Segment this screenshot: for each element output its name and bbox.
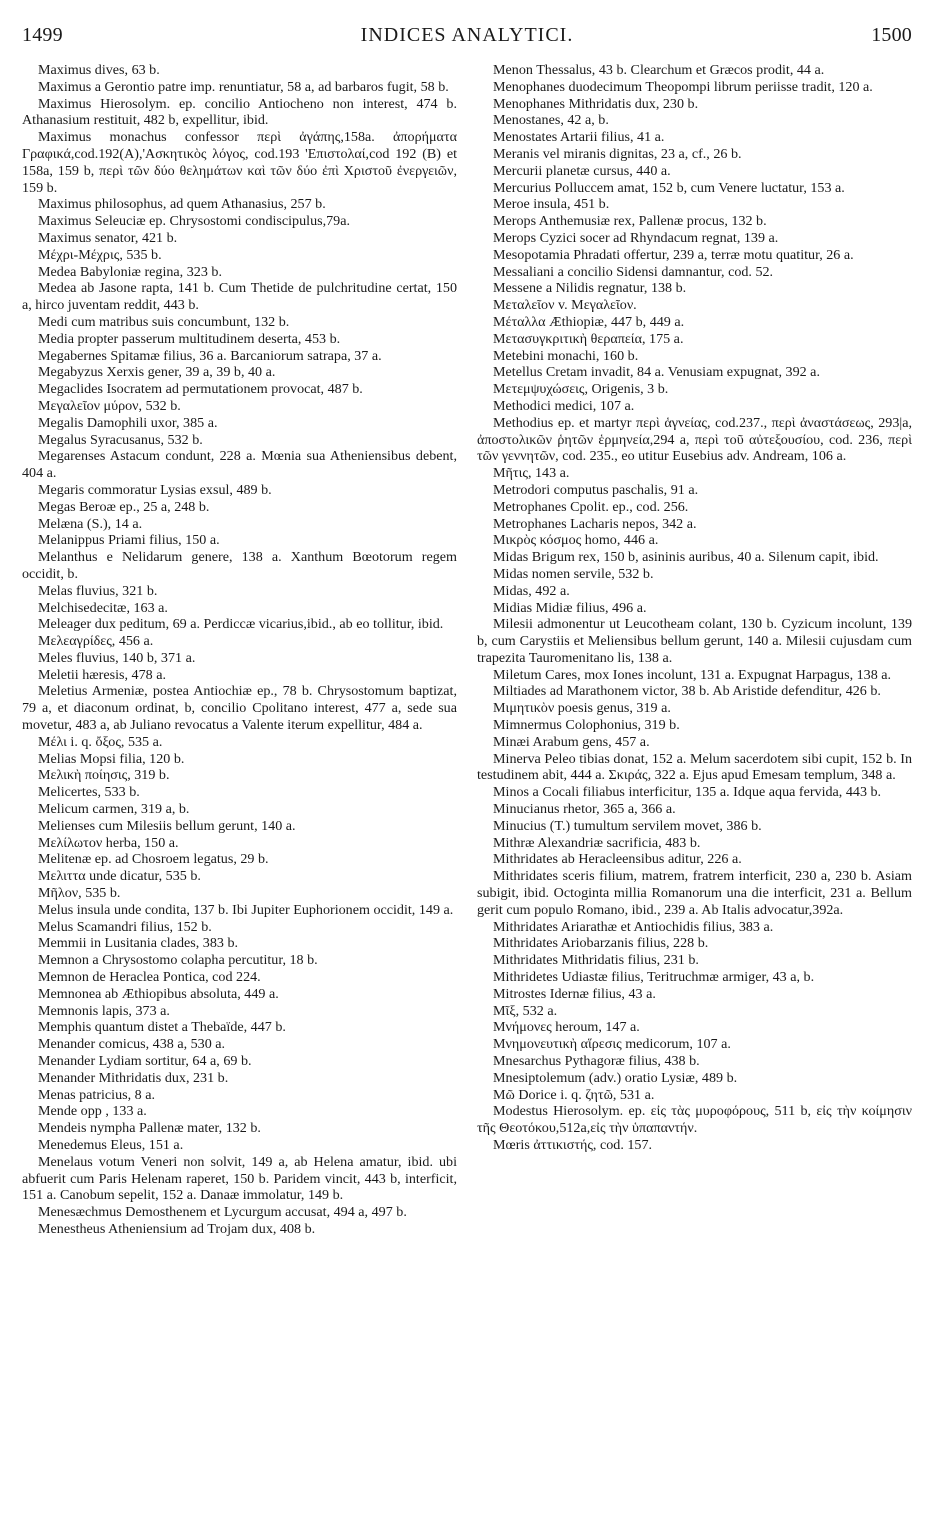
index-entry: Merops Cyzici socer ad Rhyndacum regnat, 139 a. bbox=[493, 229, 779, 246]
index-entry: Minucius (T.) tumultum servilem movet, 386 b. bbox=[493, 817, 762, 834]
index-entry: Μεγαλεῖον μύρον, 532 b. bbox=[38, 397, 181, 414]
index-entry: Midias Midiæ filius, 496 a. bbox=[493, 599, 647, 616]
index-entry: Μιμητικὸν poesis genus, 319 a. bbox=[493, 700, 671, 717]
index-entry: Maximus Hierosolym. ep. concilio Antiocheno non interest, 474 b. Athanasium restituit, 482 b, expellitur, ibid. bbox=[22, 95, 457, 129]
index-entry: Midas nomen servile, 532 b. bbox=[493, 565, 654, 582]
index-entry: Melias Mopsi filia, 120 b. bbox=[38, 750, 185, 767]
index-entry: Metrophanes Cpolit. ep., cod. 256. bbox=[493, 498, 689, 515]
index-entry: Mesopotamia Phradati offertur, 239 a, terræ motu quatitur, 26 a. bbox=[493, 246, 854, 263]
left-page-number: 1499 bbox=[22, 24, 63, 46]
index-entry: Μνήμονες heroum, 147 a. bbox=[493, 1019, 640, 1036]
index-entry: Mithridates ab Heracleensibus aditur, 226 a. bbox=[493, 851, 742, 868]
index-entry: Meleager dux peditum, 69 a. Perdiccæ vicarius,ibid., ab eo tollitur, ibid. bbox=[38, 616, 444, 633]
index-entry: Meranis vel miranis dignitas, 23 a, cf., 26 b. bbox=[493, 145, 742, 162]
index-entry: Miltiades ad Marathonem victor, 38 b. Ab Aristide defenditur, 426 b. bbox=[493, 683, 881, 700]
running-header bbox=[22, 24, 912, 58]
index-entry: Melitenæ ep. ad Chosroem legatus, 29 b. bbox=[38, 851, 269, 868]
index-entry: Megalis Damophili uxor, 385 a. bbox=[38, 414, 218, 431]
index-entry: Memnon de Heraclea Pontica, cod 224. bbox=[38, 969, 261, 986]
index-entry: Menander Lydiam sortitur, 64 a, 69 b. bbox=[38, 1053, 252, 1070]
index-entry: Μετασυγκριτικὴ θεραπεία, 175 a. bbox=[493, 330, 684, 347]
index-entry: Mendeis nympha Pallenæ mater, 132 b. bbox=[38, 1120, 261, 1137]
index-entry: Methodici medici, 107 a. bbox=[493, 397, 635, 414]
index-entry: Meletii hæresis, 478 a. bbox=[38, 666, 166, 683]
index-entry: Μέλι i. q. ὄξος, 535 a. bbox=[38, 733, 163, 750]
index-entry: Melicum carmen, 319 a, b. bbox=[38, 801, 190, 818]
index-entry: Μῆτις, 143 a. bbox=[493, 465, 570, 482]
index-entry: Mithræ Alexandriæ sacrificia, 483 b. bbox=[493, 834, 701, 851]
index-entry: Μῆλον, 535 b. bbox=[38, 885, 121, 902]
index-entry: Metrophanes Lacharis nepos, 342 a. bbox=[493, 515, 697, 532]
index-entry: Μῶ Dorice i. q. ζητῶ, 531 a. bbox=[493, 1086, 655, 1103]
index-entry: Miletum Cares, mox Iones incolunt, 131 a. Expugnat Harpagus, 138 a. bbox=[493, 666, 892, 683]
index-entry: Meletius Armeniæ, postea Antiochiæ ep., 78 b. Chrysostomum baptizat, 79 a, et diaconum ordinat, b, concilio Cpolitano interest, 477 a, sede sua movetur, 483 a, ab Juliano revocatus a Valente iterum expellitur, 484 a. bbox=[22, 683, 457, 734]
index-entry: Menas patricius, 8 a. bbox=[38, 1086, 156, 1103]
right-column bbox=[477, 62, 912, 1238]
index-entry: Midas, 492 a. bbox=[493, 582, 570, 599]
index-entry: Μέχρι-Μέχρις, 535 b. bbox=[38, 246, 162, 263]
index-entry: Megaris commoratur Lysias exsul, 489 b. bbox=[38, 481, 272, 498]
index-entry: Messaliani a concilio Sidensi damnantur, cod. 52. bbox=[493, 263, 774, 280]
index-entry: Memphis quantum distet a Thebaïde, 447 b. bbox=[38, 1019, 286, 1036]
index-entry: Minucianus rhetor, 365 a, 366 a. bbox=[493, 801, 676, 818]
index-entry: Menedemus Eleus, 151 a. bbox=[38, 1137, 184, 1153]
index-entry: Midas Brigum rex, 150 b, asininis auribus, 40 a. Silenum capit, ibid. bbox=[493, 549, 879, 566]
index-entry: Megaclides Isocratem ad permutationem provocat, 487 b. bbox=[38, 381, 363, 398]
index-entry: Memmii in Lusitania clades, 383 b. bbox=[38, 935, 239, 952]
index-entry: Megabyzus Xerxis gener, 39 a, 39 b, 40 a. bbox=[38, 364, 276, 381]
index-entry: Medea ab Jasone rapta, 141 b. Cum Thetide de pulchritudine certat, 150 a, hirco juventam reddit, 443 b. bbox=[22, 280, 457, 314]
index-entry: Megarenses Astacum condunt, 228 a. Mœnia sua Atheniensibus debent, 404 a. bbox=[22, 448, 457, 482]
index-entry: Mithridates Mithridatis filius, 231 b. bbox=[493, 952, 699, 969]
index-entry: Mithridates Ariobarzanis filius, 228 b. bbox=[493, 935, 709, 952]
index-entry: Maximus monachus confessor περὶ ἀγάπης,158a. ἀπορήματα Γραφικά,cod.192(A),'Ασκητικὸς λόγος, cod.193 'Επιστολαί,cod 192 (B) et 158a, 159 b, περὶ τῶν δύο θελημάτων καὶ τῶν δύο ἐπὶ Χριστοῦ ἐνεργειῶν, 159 b. bbox=[22, 129, 457, 196]
index-entry: Μελιττα unde dicatur, 535 b. bbox=[38, 868, 201, 885]
index-entry: Menesæchmus Demosthenem et Lycurgum accusat, 494 a, 497 b. bbox=[38, 1204, 407, 1221]
index-entry: Μελικὴ ποίησις, 319 b. bbox=[38, 767, 170, 784]
index-entry: Melanthus e Nelidarum genere, 138 a. Xanthum Bœotorum regem occidit, b. bbox=[22, 549, 457, 582]
index-entry: Mithridates Ariarathæ et Antiochidis filius, 383 a. bbox=[493, 918, 774, 935]
index-entry: Menophanes duodecimum Theopompi librum periisse tradit, 120 a. bbox=[493, 78, 873, 95]
index-entry: Megabernes Spitamæ filius, 36 a. Barcaniorum satrapa, 37 a. bbox=[38, 347, 382, 364]
index-entry: Melicertes, 533 b. bbox=[38, 784, 140, 801]
index-entry: Menon Thessalus, 43 b. Clearchum et Græcos prodit, 44 a. bbox=[493, 62, 825, 78]
index-entry: Μετεμψυχώσεις, Origenis, 3 b. bbox=[493, 381, 669, 398]
index-entry: Mimnermus Colophonius, 319 b. bbox=[493, 717, 680, 734]
page-title: INDICES ANALYTICI. bbox=[360, 24, 574, 46]
index-entry: Μελίλωτον herba, 150 a. bbox=[38, 834, 179, 851]
index-entry: Milesii admonentur ut Leucotheam colant, 130 b. Cyzicum incolunt, 139 b, cum Carystiis et Meliensibus bellum gerunt, 140 a. Milesii cujusdam cum trapezita Tauromenitano lis, 138 a. bbox=[477, 616, 912, 666]
index-entry: Methodius ep. et martyr περὶ ἁγνείας, cod.237., περὶ ἀναστάσεως, 293|a, ἀποστολικῶν ῥητῶν ἑρμηνεία,294 a, περὶ τοῦ αὐτεξουσίου, cod. 236, περὶ τῶν γεννητῶν, cod. 235., eo utitur Eusebius adv. Andream, 106 a. bbox=[477, 414, 912, 465]
index-entry: Melchisedecitæ, 163 a. bbox=[38, 599, 168, 616]
index-entry: Modestus Hierosolym. ep. εἰς τὰς μυροφόρους, 511 b, εἰς τὴν κοίμησιν τῆς Θεοτόκου,512a,εἰς τὴν ὑπαπαντήν. bbox=[477, 1103, 912, 1137]
index-entry: Minæi Arabum gens, 457 a. bbox=[493, 733, 650, 750]
index-entry: Maximus Seleuciæ ep. Chrysostomi condiscipulus,79a. bbox=[38, 213, 350, 230]
index-entry: Memnonea ab Æthiopibus absoluta, 449 a. bbox=[38, 985, 279, 1002]
index-entry: Mitrostes Idernæ filius, 43 a. bbox=[493, 985, 656, 1002]
index-entry: Minos a Cocali filiabus interficitur, 135 a. Idque aqua fervida, 443 b. bbox=[493, 784, 882, 801]
index-entry: Menander comicus, 438 a, 530 a. bbox=[38, 1036, 226, 1053]
index-entry: Maximus senator, 421 b. bbox=[38, 229, 178, 246]
index-columns bbox=[22, 62, 912, 1238]
index-entry: Menander Mithridatis dux, 231 b. bbox=[38, 1069, 229, 1086]
index-entry: Mercurius Polluccem amat, 152 b, cum Venere luctatur, 153 a. bbox=[493, 179, 845, 196]
index-entry: Megalus Syracusanus, 532 b. bbox=[38, 431, 203, 448]
index-entry: Menostanes, 42 a, b. bbox=[493, 112, 609, 129]
index-entry: Mithridetes Udiastæ filius, Teritruchmæ armiger, 43 a, b. bbox=[493, 969, 815, 986]
index-entry: Medea Babyloniæ regina, 323 b. bbox=[38, 263, 222, 280]
index-entry: Maximus philosophus, ad quem Athanasius, 257 b. bbox=[38, 196, 326, 213]
index-entry: Memnon a Chrysostomo colapha percutitur, 18 b. bbox=[38, 952, 318, 969]
index-entry: Μικρὸς κόσμος homo, 446 a. bbox=[493, 532, 659, 549]
index-entry: Mithridates sceris filium, matrem, fratrem interficit, 230 a, 230 b. Asiam subigit, ibid. Octoginta millia Romanorum una die interficit, 231 a. Bellum gerit cum populo Romano, ibid., 239 a. Ab Italis advocatur,392a. bbox=[477, 868, 912, 918]
index-entry: Menelaus votum Veneri non solvit, 149 a, ab Helena amatur, ibid. ubi abfuerit cum Paris Helenam raperet, 150 b. Paridem vincit, 443 b, interficit, 151 a. Canobum sepelit, 152 a. Danaæ immolatur, 149 b. bbox=[22, 1153, 457, 1204]
index-entry: Metebini monachi, 160 b. bbox=[493, 347, 639, 364]
left-column bbox=[22, 62, 457, 1238]
index-entry: Μεταλεῖον v. Μεγαλεῖον. bbox=[493, 297, 637, 314]
index-entry: Minerva Peleo tibias donat, 152 a. Melum sacerdotem sibi cupit, 152 b. In testudinem abit, 444 a. Σκιράς, 322 a. Ejus apud Emesam templum, 348 a. bbox=[477, 750, 912, 784]
index-entry: Melanippus Priami filius, 150 a. bbox=[38, 532, 220, 549]
index-entry: Mende opp , 133 a. bbox=[38, 1103, 147, 1120]
index-entry: Meles fluvius, 140 b, 371 a. bbox=[38, 649, 196, 666]
index-entry: Media propter passerum multitudinem deserta, 453 b. bbox=[38, 330, 341, 347]
index-entry: Menophanes Mithridatis dux, 230 b. bbox=[493, 95, 699, 112]
index-entry: Melas fluvius, 321 b. bbox=[38, 582, 158, 599]
index-entry: Medi cum matribus suis concumbunt, 132 b. bbox=[38, 313, 290, 330]
index-entry: Mnesarchus Pythagoræ filius, 438 b. bbox=[493, 1053, 700, 1070]
index-entry: Menostates Artarii filius, 41 a. bbox=[493, 129, 665, 146]
index-entry: Melienses cum Milesiis bellum gerunt, 140 a. bbox=[38, 817, 296, 834]
index-entry: Μελεαγρίδες, 456 a. bbox=[38, 633, 154, 650]
index-entry: Maximus a Gerontio patre imp. renuntiatur, 58 a, ad barbaros fugit, 58 b. bbox=[38, 78, 449, 95]
index-entry: Messene a Nilidis regnatur, 138 b. bbox=[493, 280, 687, 297]
index-entry: Menestheus Atheniensium ad Trojam dux, 408 b. bbox=[38, 1220, 316, 1237]
index-entry: Μῖξ, 532 a. bbox=[493, 1002, 558, 1019]
right-page-number: 1500 bbox=[871, 24, 912, 46]
index-entry: Μνημονευτικὴ αἵρεσις medicorum, 107 a. bbox=[493, 1036, 731, 1053]
index-entry: Μέταλλα Æthiopiæ, 447 b, 449 a. bbox=[493, 313, 685, 330]
index-entry: Metrodori computus paschalis, 91 a. bbox=[493, 481, 699, 498]
index-entry: Melus Scamandri filius, 152 b. bbox=[38, 918, 212, 935]
index-entry: Memnonis lapis, 373 a. bbox=[38, 1002, 170, 1019]
index-entry: Mœris ἀττικιστής, cod. 157. bbox=[493, 1137, 653, 1153]
index-entry: Mercurii planetæ cursus, 440 a. bbox=[493, 162, 671, 179]
index-entry: Metellus Cretam invadit, 84 a. Venusiam expugnat, 392 a. bbox=[493, 364, 820, 381]
index-entry: Mnesiptolemum (adv.) oratio Lysiæ, 489 b. bbox=[493, 1069, 738, 1086]
index-entry: Melæna (S.), 14 a. bbox=[38, 515, 143, 532]
index-entry: Maximus dives, 63 b. bbox=[38, 62, 160, 78]
index-entry: Melus insula unde condita, 137 b. Ibi Jupiter Euphorionem occidit, 149 a. bbox=[38, 901, 454, 918]
index-entry: Meroe insula, 451 b. bbox=[493, 196, 610, 213]
index-entry: Megas Beroæ ep., 25 a, 248 b. bbox=[38, 498, 210, 515]
index-entry: Merops Anthemusiæ rex, Pallenæ procus, 132 b. bbox=[493, 213, 767, 230]
